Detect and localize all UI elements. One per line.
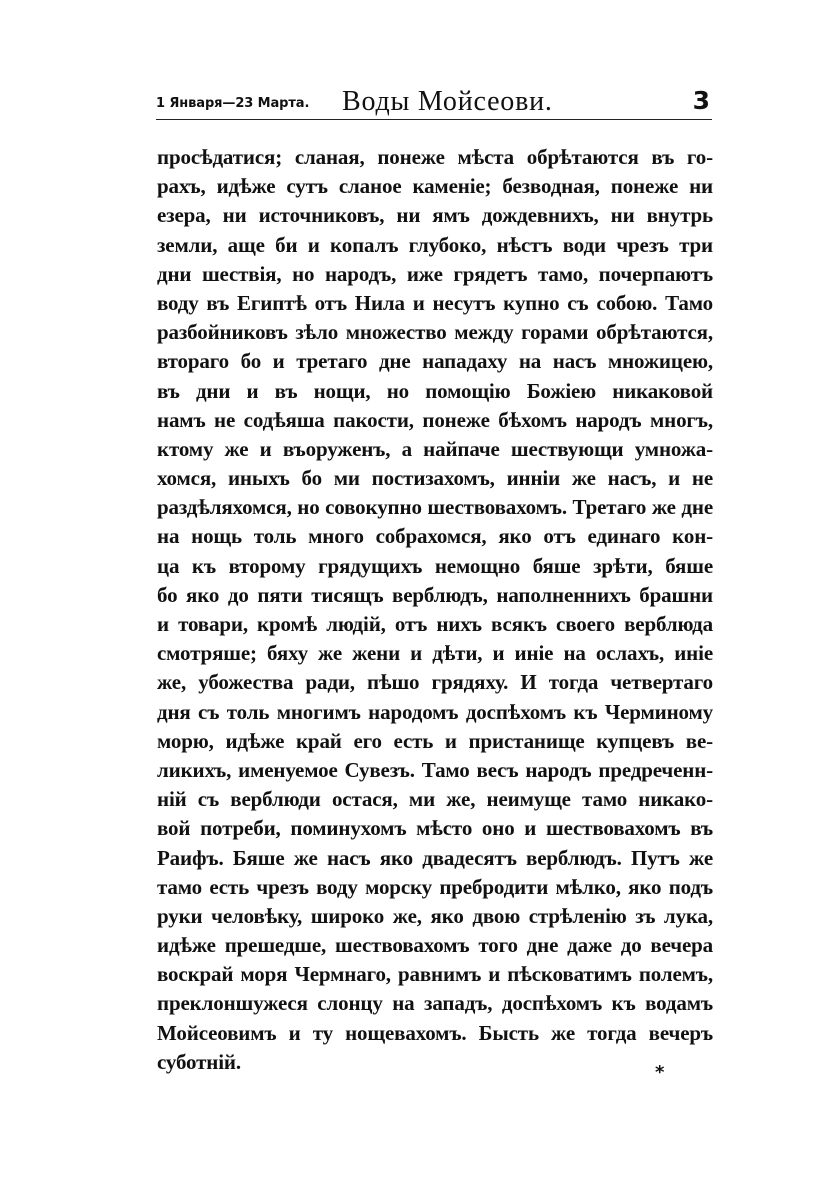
header-rule: [156, 119, 712, 120]
text-line: воду въ Египтѣ отъ Нила и несутъ купно съ собою. Тамо: [157, 290, 713, 315]
text-line: суботній.: [157, 1049, 241, 1074]
text-line: Раифъ. Бяше же насъ яко двадесятъ верблюдъ. Путъ же: [157, 845, 713, 870]
page-number: 3: [692, 86, 710, 115]
text-line: вой потреби, поминухомъ мѣсто оно и шествовахомъ въ: [157, 816, 713, 841]
text-line: раздѣляхомся, но совокупно шествовахомъ. Третаго же дне: [157, 495, 713, 520]
text-line: хомся, иныхъ бо ми постизахомъ, инніи же насъ, и не: [157, 466, 713, 491]
text-line: Мойсеовимъ и ту нощевахомъ. Бысть же тогда вечеръ: [157, 1020, 713, 1045]
text-line: ній съ верблюди остася, ми же, неимуще тамо никако-: [157, 787, 713, 812]
text-line: ктому же и въоруженъ, а найпаче шествующи умножа-: [157, 436, 713, 461]
text-line: въ дни и въ нощи, но помощію Божіею никаковой: [157, 378, 713, 403]
running-header: [156, 86, 710, 122]
text-line: рахъ, идѣже сутъ сланое каменіе; безводная, понеже ни: [157, 174, 713, 199]
text-line: бо яко до пяти тисящъ верблюдъ, наполненнихъ брашни: [157, 582, 713, 607]
text-line: же, убожества ради, пѣшо грядяху. И тогда четвертаго: [157, 670, 713, 695]
running-header-title: Воды Мойсеови.: [342, 86, 553, 117]
text-line: втораго бо и третаго дне нападаху на насъ множицею,: [157, 349, 713, 374]
text-line: на нощь толь много собрахомся, яко отъ единаго кон-: [157, 524, 713, 549]
text-line: тамо есть чрезъ воду морску пребродити мѣлко, яко подъ: [157, 874, 713, 899]
body-text: [157, 143, 713, 1077]
text-line: морю, идѣже край его есть и пристанище купцевъ ве-: [157, 728, 713, 753]
text-line: просѣдатися; сланая, понеже мѣста обрѣтаются въ го-: [157, 145, 713, 169]
text-line: земли, аще би и копалъ глубоко, нѣстъ води чрезъ три: [157, 232, 713, 257]
text-line: идѣже прешедше, шествовахомъ того дне даже до вечера: [157, 933, 713, 958]
text-line: езера, ни источниковъ, ни ямъ дождевнихъ, ни внутрь: [157, 203, 713, 228]
text-line: дни шествія, но народъ, иже грядетъ тамо, почерпаютъ: [157, 261, 713, 286]
text-line: руки человѣку, широко же, яко двою стрѣленію зъ лука,: [157, 903, 713, 928]
text-line: воскрай моря Чермнаго, равнимъ и пѣсковатимъ полемъ,: [157, 962, 713, 987]
text-line: разбойниковъ зѣло множество между горами обрѣтаются,: [157, 320, 713, 345]
text-line: и товари, кромѣ людій, отъ нихъ всякъ своего верблюда: [157, 612, 713, 636]
text-line: ликихъ, именуемое Сувезъ. Тамо весъ народъ предреченн-: [157, 757, 713, 782]
section-asterisk: *: [655, 1062, 665, 1083]
running-header-dates: 1 Января—23 Марта.: [156, 96, 310, 111]
text-line: преклоншужеся слонцу на западъ, доспѣхомъ къ водамъ: [157, 991, 713, 1016]
text-line: дня съ толь многимъ народомъ доспѣхомъ къ Черминому: [157, 699, 713, 724]
text-line: смотряше; бяху же жени и дѣти, и иніе на ослахъ, иніе: [157, 641, 713, 666]
text-line: ца къ второму грядущихъ немощно бяше зрѣти, бяше: [157, 553, 713, 578]
text-line: намъ не содѣяша пакости, понеже бѣхомъ народъ многъ,: [157, 407, 713, 432]
